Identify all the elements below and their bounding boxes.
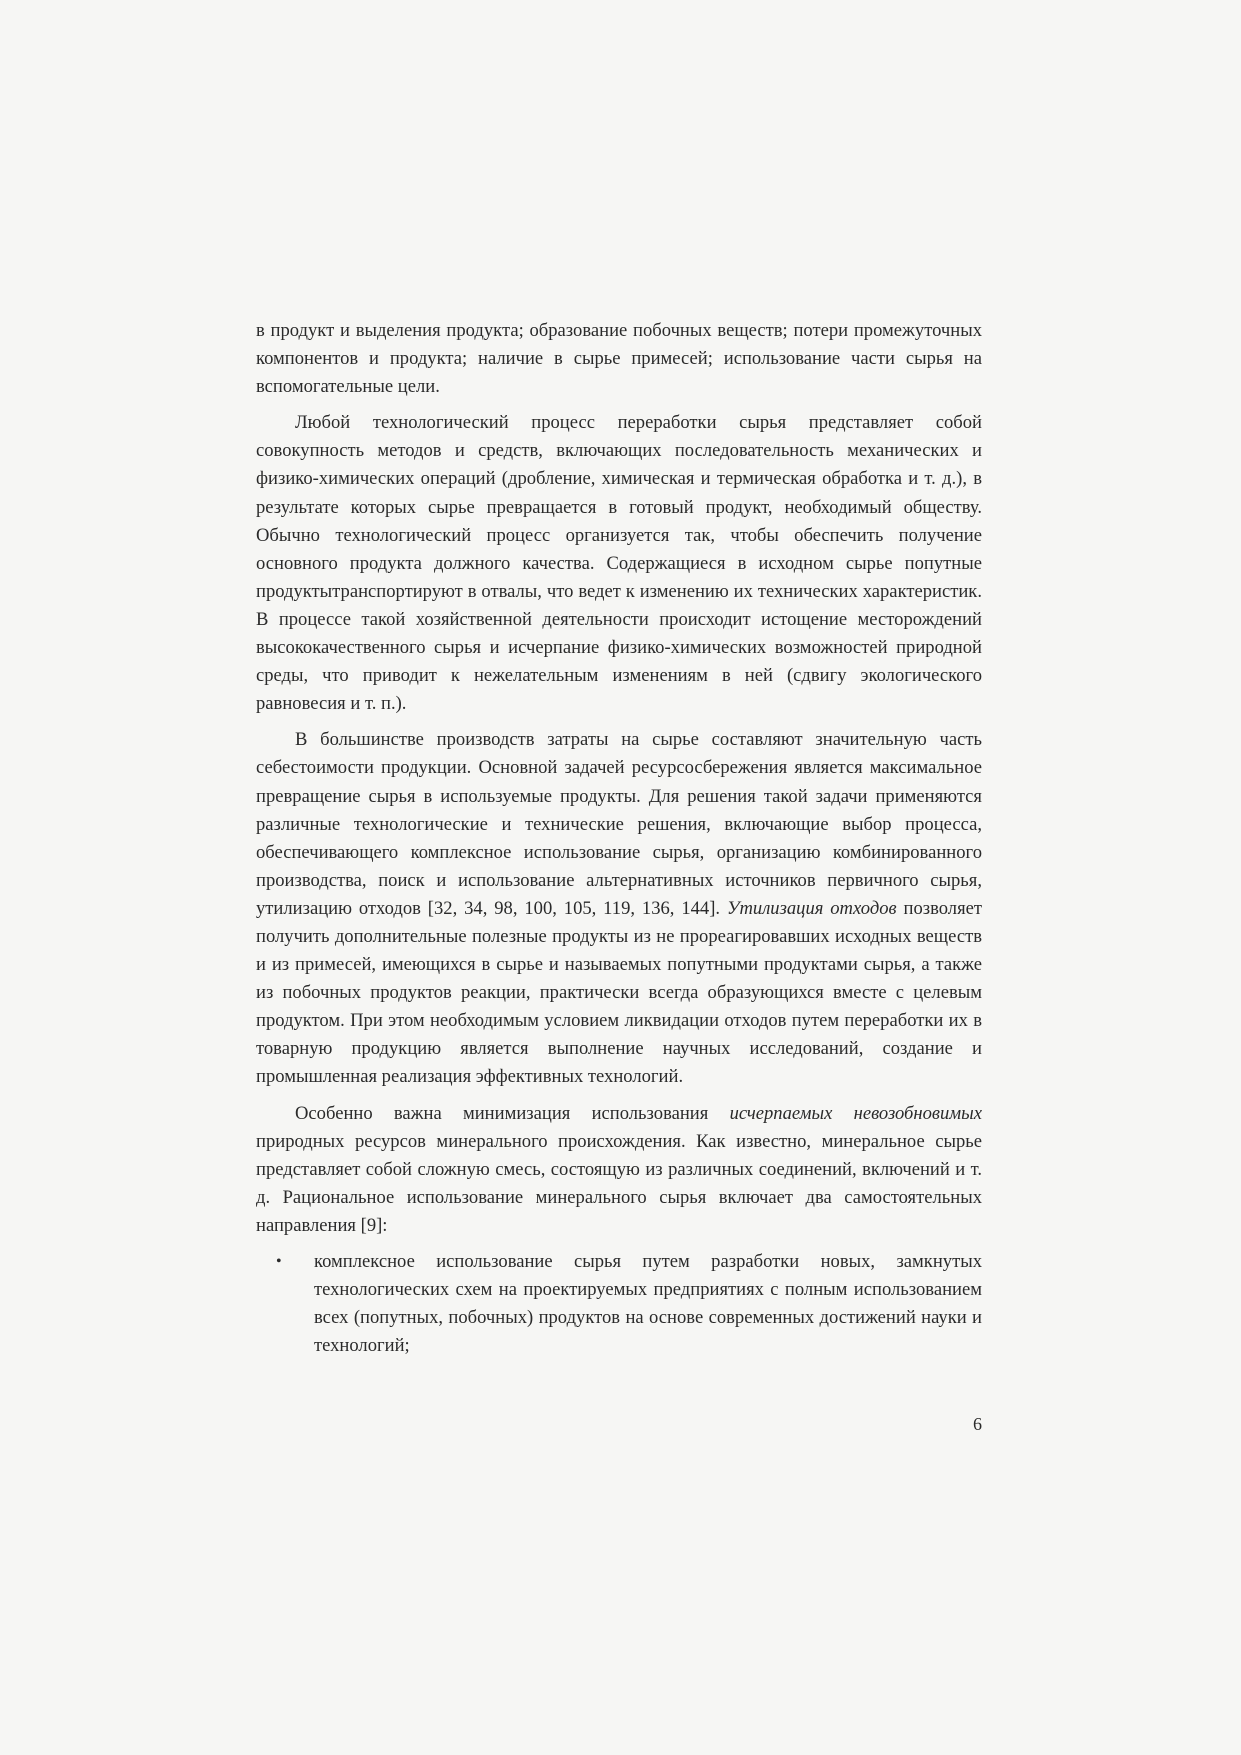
body-text: [256, 317, 982, 1360]
bullet-list: [256, 1248, 982, 1360]
paragraph-3-emphasis: Утилизация отходов: [726, 897, 897, 919]
bullet-item: [256, 1248, 982, 1360]
paragraph-4: [256, 1100, 982, 1240]
paragraph-3-part-b: позволяет получить дополнительные полезные продукты из не прореагировавших исходных веществ и из примесей, имеющихся в сырье и называемых попутными продуктами сырья, а также из побочных продуктов реакции, практически всегда образующихся вместе с целевым продуктом. При этом необходимым условием ликвидации отходов путем переработки их в товарную продукцию является выполнение научных исследований, создание и промышленная реализация эффективных технологий.: [256, 897, 983, 1088]
paragraph-4-part-a: Особенно важна минимизация использования: [295, 1102, 709, 1124]
paragraph-2: Любой технологический процесс переработки сырья представляет собой совокупность методов и средств, включающих последовательность механических и физико-химических операций (дробление, химическая и термическая обработка и т. д.), в результате которых сырье превращается в готовый продукт, необходимый обществу. Обычно технологический процесс организуется так, чтобы обеспечить получение основного продукта должного качества. Содержащиеся в исходном сырье попутные продуктытранспортируют в отвалы, что ведет к изменению их технических характеристик. В процессе такой хозяйственной деятельности происходит истощение месторождений высококачественного сырья и исчерпание физико-химических возможностей природной среды, что приводит к нежелательным изменениям в ней (сдвигу экологического равновесия и т. п.).: [256, 412, 982, 715]
paragraph-3-part-a: В большинстве производств затраты на сырье составляют значительную часть себестоимости продукции. Основной задачей ресурсосбережения является максимальное превращение сырья в используемые продукты. Для решения такой задачи применяются различные технологические и технические решения, включающие выбор процесса, обеспечивающего комплексное использование сырья, организацию комбинированного производства, поиск и использование альтернативных источников первичного сырья, утилизацию отходов [32, 34, 98, 100, 105, 119, 136, 144].: [256, 729, 982, 919]
bullet-text: комплексное использование сырья путем разработки новых, замкнутых технологических схем на проектируемых предприятиях с полным использованием всех (попутных, побочных) продуктов на основе современных достижений науки и технологий;: [314, 1251, 982, 1357]
bullet-marker: •: [276, 1253, 282, 1270]
paragraph-1: в продукт и выделения продукта; образование побочных веществ; потери промежуточных компонентов и продукта; наличие в сырье примесей; использование части сырья на вспомогательные цели.: [256, 320, 982, 398]
paragraph-4-part-b: природных ресурсов минерального происхождения. Как известно, минеральное сырье представляет собой сложную смесь, состоящую из различных соединений, включений и т. д. Рациональное использование минерального сырья включает два самостоятельных направления [9]:: [256, 1130, 982, 1236]
paragraph-3: [256, 726, 982, 1091]
page-number: 6: [973, 1414, 982, 1434]
paragraph-4-emphasis: исчерпаемых невозобновимых: [729, 1102, 982, 1124]
